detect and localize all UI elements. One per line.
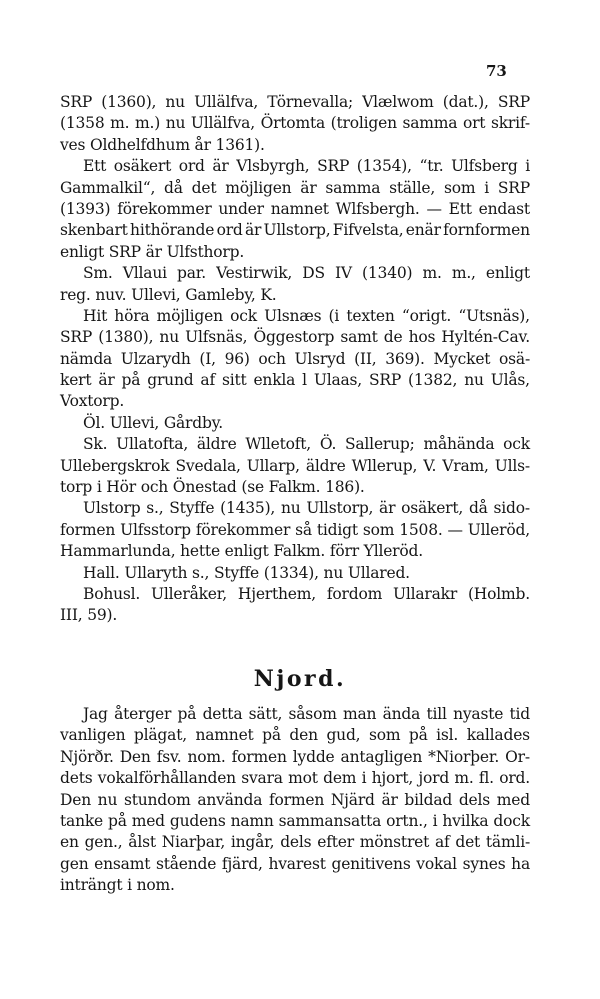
text-word: på bbox=[262, 726, 281, 745]
text-word: ända bbox=[382, 705, 421, 723]
text-word: nu bbox=[280, 499, 301, 518]
text-word: gudens bbox=[169, 811, 226, 830]
text-word: möjligen bbox=[225, 178, 292, 197]
text-word: det bbox=[455, 833, 481, 852]
text-word: (1380), bbox=[98, 328, 154, 347]
text-word: Ulsnæs bbox=[264, 306, 322, 325]
text-word: Jag bbox=[83, 705, 108, 723]
text-word: är bbox=[244, 221, 262, 240]
text-line: Voxtorp. bbox=[60, 392, 125, 411]
text-word: vanligen bbox=[60, 726, 126, 745]
text-line: Hall. Ullaryth s., Styffe (1334), nu Ullared. bbox=[83, 563, 410, 582]
text-word: SRP bbox=[60, 328, 93, 347]
text-word: fsv. bbox=[156, 747, 182, 766]
text-word: är bbox=[98, 371, 115, 390]
text-word: Ulfsnäs, bbox=[185, 328, 248, 347]
text-word: en bbox=[60, 833, 79, 852]
text-word: l bbox=[302, 371, 307, 390]
text-word: DS bbox=[302, 264, 325, 283]
text-word: ortn., bbox=[386, 811, 428, 830]
text-word: som bbox=[362, 520, 395, 539]
text-word: vokal bbox=[416, 854, 457, 873]
text-word: Ett bbox=[83, 157, 107, 176]
text-word: — bbox=[447, 520, 463, 539]
text-word: Or- bbox=[505, 747, 530, 766]
text-word: dels bbox=[280, 833, 312, 852]
text-line bbox=[60, 854, 530, 875]
text-word: Ullälfva, bbox=[194, 93, 259, 111]
text-word: ord bbox=[178, 157, 205, 176]
text-word: stundom bbox=[123, 790, 191, 809]
text-word: Ulstorp bbox=[83, 499, 141, 518]
text-word: dels bbox=[458, 790, 491, 809]
text-line bbox=[60, 220, 530, 241]
text-word: Ulleröd, bbox=[467, 520, 530, 539]
text-line bbox=[60, 199, 530, 220]
text-word: (troligen bbox=[330, 114, 397, 133]
text-word: V. bbox=[423, 456, 437, 475]
text-word: — bbox=[426, 199, 442, 218]
text-word: måhända bbox=[423, 435, 495, 454]
text-word: dets bbox=[60, 769, 93, 788]
text-word: lydde bbox=[292, 747, 335, 766]
text-word: Wlletoft, bbox=[245, 435, 312, 454]
text-word: nu bbox=[159, 328, 179, 347]
text-word: kert bbox=[60, 371, 92, 390]
text-word: de bbox=[383, 328, 403, 347]
text-word: fordom bbox=[326, 584, 383, 603]
text-word: sätt, bbox=[248, 705, 283, 723]
text-word: Ulleråker, bbox=[151, 584, 228, 603]
text-line bbox=[60, 370, 530, 391]
text-line bbox=[60, 747, 530, 768]
text-word: kallades bbox=[466, 726, 530, 745]
text-word: hos bbox=[408, 328, 436, 347]
text-word: på bbox=[107, 811, 127, 830]
text-word: s., bbox=[146, 499, 164, 518]
text-word: (1382, bbox=[408, 371, 458, 390]
text-word: Vlsbyrgh, bbox=[236, 157, 310, 176]
text-word: SRP bbox=[497, 93, 530, 111]
text-line: torp i Hör och Önestad (se Falkm. 186). bbox=[60, 478, 365, 497]
text-word: mönstret bbox=[359, 833, 430, 852]
text-word: skenbart bbox=[60, 221, 128, 240]
text-line bbox=[60, 832, 530, 853]
text-word: med bbox=[496, 790, 530, 809]
text-word: samma bbox=[402, 114, 458, 133]
text-word: enkla bbox=[253, 371, 296, 390]
text-word: dock bbox=[493, 811, 530, 830]
text-word: ha bbox=[511, 854, 530, 873]
text-line bbox=[60, 156, 530, 177]
text-line: Öl. Ullevi, Gårdby. bbox=[83, 413, 223, 432]
text-word: förekommer bbox=[195, 520, 291, 539]
text-word: (1358 bbox=[60, 114, 105, 133]
text-word: då bbox=[164, 178, 183, 197]
text-word: äldre bbox=[196, 435, 237, 454]
text-word: antagligen bbox=[340, 747, 423, 766]
text-line bbox=[60, 456, 530, 477]
text-line bbox=[60, 306, 530, 327]
text-word: höra bbox=[114, 306, 150, 325]
text-word: (I, bbox=[199, 349, 216, 368]
text-word: (1393) bbox=[60, 199, 111, 218]
text-word: gen., bbox=[84, 833, 123, 852]
text-word: ingår, bbox=[230, 833, 275, 852]
text-word: stående bbox=[155, 854, 217, 873]
text-word: är bbox=[212, 157, 229, 176]
text-word: (1435), bbox=[220, 499, 276, 518]
text-word: på bbox=[121, 371, 141, 390]
text-word: Fifvelsta, bbox=[332, 221, 404, 240]
text-word: hjort, bbox=[371, 769, 414, 788]
text-word: “Utsnäs), bbox=[458, 306, 530, 325]
text-word: SRP bbox=[368, 371, 402, 390]
text-word: Vram, bbox=[442, 456, 489, 475]
text-word: sitt bbox=[221, 371, 247, 390]
text-word: IV bbox=[335, 264, 352, 283]
text-word: och bbox=[258, 349, 286, 368]
text-word: Öggestorp bbox=[253, 328, 335, 347]
text-word: Hjerthem, bbox=[237, 584, 317, 603]
text-word: Svedala, bbox=[175, 456, 241, 475]
text-word: Njärd bbox=[330, 790, 375, 809]
text-word: ensamt bbox=[94, 854, 151, 873]
text-section-ullevi bbox=[60, 92, 530, 627]
text-word: nu bbox=[165, 93, 185, 111]
text-word: Ulsryd bbox=[294, 349, 346, 368]
text-word: i bbox=[484, 178, 489, 197]
text-word: Vllaui bbox=[122, 264, 167, 283]
page-number: 73 bbox=[486, 62, 507, 80]
text-word: osäkert bbox=[113, 157, 172, 176]
text-word: nyaste bbox=[453, 705, 504, 723]
text-word: Ö. bbox=[319, 435, 337, 454]
text-word: enär bbox=[405, 221, 441, 240]
text-word: Ullstorp, bbox=[263, 221, 331, 240]
text-word: m. bbox=[422, 264, 442, 283]
text-word: Njörðr. bbox=[60, 747, 114, 766]
text-word: m.) bbox=[134, 114, 161, 133]
text-word: i bbox=[361, 769, 367, 788]
text-word: “origt. bbox=[401, 306, 452, 325]
text-word: SRP bbox=[60, 93, 93, 111]
text-word: ort bbox=[462, 114, 486, 133]
text-word: Vlælwom bbox=[362, 93, 434, 111]
text-word: gen bbox=[60, 854, 89, 873]
text-line bbox=[60, 725, 530, 746]
text-word: namn bbox=[230, 811, 274, 830]
text-word: som bbox=[368, 726, 401, 745]
text-word: par. bbox=[176, 264, 206, 283]
text-word: m. bbox=[454, 769, 474, 788]
text-word: med bbox=[131, 811, 165, 830]
text-word: samt bbox=[340, 328, 378, 347]
text-word: ock bbox=[230, 306, 257, 325]
text-word: är bbox=[381, 790, 398, 809]
text-word: på bbox=[177, 705, 197, 723]
text-word: enligt bbox=[485, 264, 530, 283]
text-word: det bbox=[191, 178, 217, 197]
text-line bbox=[60, 704, 530, 725]
text-word: i bbox=[432, 811, 438, 830]
text-word: (i bbox=[328, 306, 340, 325]
text-line bbox=[60, 584, 530, 605]
text-word: Niarþar, bbox=[161, 833, 226, 852]
text-word: nu bbox=[97, 790, 118, 809]
text-word: namnet bbox=[270, 199, 329, 218]
text-word: tämli- bbox=[485, 833, 530, 852]
text-word: osä- bbox=[499, 349, 530, 368]
text-word: tanke bbox=[60, 811, 104, 830]
text-line bbox=[60, 349, 530, 370]
text-word: “tr. bbox=[419, 157, 444, 176]
text-word: jord bbox=[418, 769, 450, 788]
text-word: endast bbox=[478, 199, 530, 218]
text-word: Ulås, bbox=[490, 371, 530, 390]
text-word: skrif- bbox=[490, 114, 530, 133]
text-word: Sk. bbox=[83, 435, 108, 454]
text-word: osäkert, bbox=[401, 499, 464, 518]
text-word: Gammalkil“, bbox=[60, 178, 156, 197]
text-line bbox=[60, 434, 530, 455]
text-word: hithörande bbox=[130, 221, 215, 240]
text-line bbox=[60, 790, 530, 811]
text-word: texten bbox=[346, 306, 395, 325]
text-word: vokalförhållanden bbox=[97, 769, 236, 788]
text-word: (II, bbox=[354, 349, 377, 368]
text-word: Ullarp, bbox=[246, 456, 300, 475]
text-word: Ulfsberg bbox=[451, 157, 518, 176]
text-word: använda bbox=[197, 790, 263, 809]
text-word: Den bbox=[119, 747, 151, 766]
text-word: formen bbox=[60, 520, 116, 539]
text-word: m. bbox=[110, 114, 130, 133]
text-word: m., bbox=[451, 264, 476, 283]
text-word: Den bbox=[60, 790, 91, 809]
text-word: som bbox=[443, 178, 476, 197]
text-word: Styffe bbox=[169, 499, 215, 518]
text-line: inträngt i nom. bbox=[60, 876, 175, 895]
text-word: plägat, bbox=[133, 726, 187, 745]
text-word: (1354), bbox=[356, 157, 412, 176]
text-word: 1508. bbox=[399, 520, 443, 539]
text-word: tid bbox=[509, 705, 530, 723]
text-word: SRP bbox=[497, 178, 530, 197]
text-word: förekommer bbox=[117, 199, 212, 218]
text-word: Örtomta bbox=[260, 114, 326, 133]
text-word: Ett bbox=[448, 199, 472, 218]
text-word: hvilka bbox=[442, 811, 489, 830]
text-word: ord bbox=[216, 221, 243, 240]
text-word: af bbox=[200, 371, 215, 390]
text-word: sido- bbox=[493, 499, 530, 518]
text-word: Ulls- bbox=[494, 456, 530, 475]
text-line: Hammarlunda, hette enligt Falkm. förr Ylleröd. bbox=[60, 542, 423, 561]
text-line: ves Oldhelfdhum år 1361). bbox=[60, 135, 265, 154]
text-word: Hit bbox=[83, 306, 108, 325]
text-word: 369). bbox=[385, 349, 425, 368]
text-word: synes bbox=[462, 854, 506, 873]
text-line bbox=[60, 113, 530, 134]
text-word: Ullarakr bbox=[393, 584, 458, 603]
text-line bbox=[60, 327, 530, 348]
text-word: Hyltén-Cav. bbox=[441, 328, 530, 347]
text-word: på bbox=[408, 726, 428, 745]
text-word: den bbox=[289, 726, 318, 745]
text-word: är bbox=[379, 499, 396, 518]
text-word: fornformen bbox=[443, 221, 530, 240]
text-word: namnet bbox=[195, 726, 254, 745]
text-word: tidigt bbox=[316, 520, 358, 539]
text-line: enligt SRP är Ulfsthorp. bbox=[60, 242, 245, 261]
text-word: man bbox=[342, 705, 377, 723]
text-word: Vestirwik, bbox=[216, 264, 293, 283]
text-line bbox=[60, 178, 530, 199]
text-word: är bbox=[300, 178, 317, 197]
text-word: i bbox=[525, 157, 530, 176]
text-line bbox=[60, 263, 530, 284]
text-line: III, 59). bbox=[60, 606, 118, 625]
text-line bbox=[60, 768, 530, 789]
text-word: samma bbox=[325, 178, 381, 197]
text-word: ock bbox=[503, 435, 530, 454]
text-word: af bbox=[434, 833, 450, 852]
text-line bbox=[60, 498, 530, 519]
text-word: sammansatta bbox=[278, 811, 382, 830]
text-word: ställe, bbox=[389, 178, 436, 197]
text-word: efter bbox=[317, 833, 354, 852]
text-word: Törnevalla; bbox=[267, 93, 354, 111]
text-word: Bohusl. bbox=[83, 584, 141, 603]
text-word: Wllerup, bbox=[351, 456, 418, 475]
text-word: nom. bbox=[187, 747, 226, 766]
text-word: formen bbox=[231, 747, 287, 766]
text-word: genitivens bbox=[331, 854, 411, 873]
text-word: nu bbox=[464, 371, 484, 390]
text-word: Ullebergskrok bbox=[60, 456, 170, 475]
text-line bbox=[60, 811, 530, 832]
text-word: fl. bbox=[478, 769, 494, 788]
text-word: då bbox=[468, 499, 488, 518]
text-word: Ullatofta, bbox=[116, 435, 189, 454]
text-word: bildad bbox=[404, 790, 453, 809]
text-word: möjligen bbox=[156, 306, 223, 325]
text-word: Ulfsstorp bbox=[120, 520, 191, 539]
text-word: (Holmb. bbox=[467, 584, 530, 603]
text-word: äldre bbox=[305, 456, 346, 475]
text-word: Mycket bbox=[433, 349, 491, 368]
text-word: under bbox=[218, 199, 264, 218]
text-word: isl. bbox=[436, 726, 459, 745]
text-word: nu bbox=[165, 114, 186, 133]
text-word: gud, bbox=[326, 726, 361, 745]
text-section-njord bbox=[60, 704, 530, 897]
text-word: Wlfsbergh. bbox=[335, 199, 420, 218]
text-word: mot bbox=[288, 769, 318, 788]
text-word: nämda bbox=[60, 349, 113, 368]
text-word: (1360), bbox=[101, 93, 157, 111]
text-word: (1340) bbox=[362, 264, 413, 283]
text-word: återger bbox=[114, 705, 172, 723]
text-word: SRP bbox=[317, 157, 350, 176]
text-word: Sm. bbox=[83, 264, 113, 283]
text-word: Ulzarydh bbox=[120, 349, 191, 368]
text-word: hvarest bbox=[268, 854, 326, 873]
text-word: formen bbox=[268, 790, 325, 809]
text-word: grund bbox=[147, 371, 194, 390]
text-line bbox=[60, 520, 530, 541]
text-word: dem bbox=[323, 769, 357, 788]
text-word: fjärd, bbox=[221, 854, 263, 873]
text-word: 96) bbox=[224, 349, 250, 368]
text-word: Sallerup; bbox=[344, 435, 415, 454]
text-word: ålst bbox=[128, 833, 156, 852]
text-word: ord. bbox=[499, 769, 530, 788]
text-word: till bbox=[426, 705, 447, 723]
section-heading-njord: Njord. bbox=[253, 666, 347, 692]
text-word: detta bbox=[202, 705, 243, 723]
text-word: svara bbox=[241, 769, 283, 788]
text-line: reg. nuv. Ullevi, Gamleby, K. bbox=[60, 285, 277, 304]
text-word: Ullälfva, bbox=[190, 114, 255, 133]
text-word: så bbox=[295, 520, 312, 539]
text-line bbox=[60, 92, 530, 113]
text-word: *Niorþer. bbox=[428, 747, 500, 766]
text-word: såsom bbox=[288, 705, 337, 723]
text-word: (dat.), bbox=[442, 93, 489, 111]
text-word: Ullstorp, bbox=[306, 499, 374, 518]
text-word: Ulaas, bbox=[313, 371, 363, 390]
